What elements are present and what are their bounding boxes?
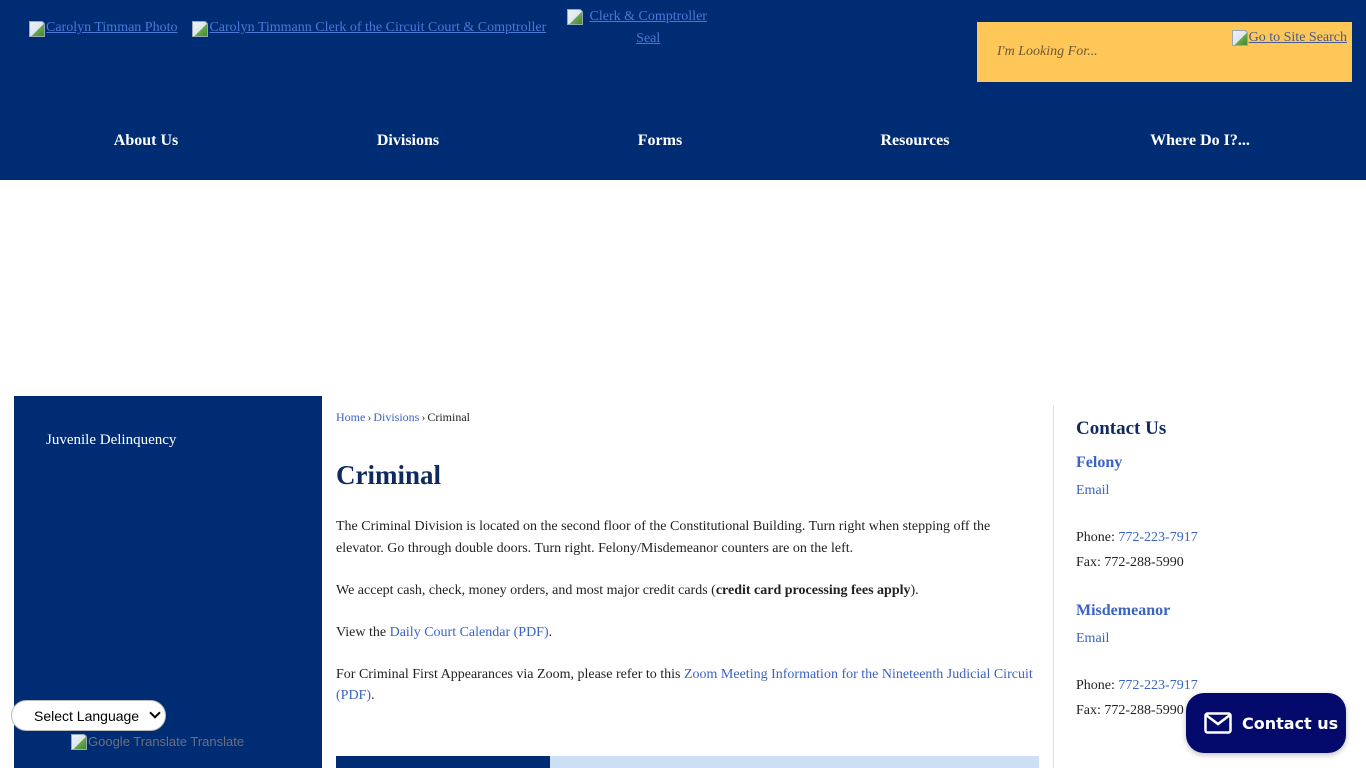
- tab-active[interactable]: [336, 756, 550, 768]
- clerk-name-logo-link[interactable]: [192, 17, 546, 39]
- clerk-photo-link[interactable]: [29, 17, 177, 39]
- calendar-paragraph: [336, 622, 1036, 644]
- google-translate-link[interactable]: [71, 734, 244, 750]
- tab-bar: [336, 756, 1039, 768]
- felony-phone-link[interactable]: 772-223-7917: [1118, 530, 1198, 545]
- payment-paragraph: [336, 580, 1036, 602]
- main-content: [336, 516, 1036, 727]
- broken-image-icon: [192, 21, 208, 37]
- contact-group-name: Misdemeanor: [1076, 602, 1171, 619]
- contact-us-label: Contact us: [1242, 713, 1339, 733]
- fax-label: Fax:: [1076, 555, 1105, 570]
- search-button-label: Go to Site Search: [1248, 30, 1347, 45]
- nav-where-do-i[interactable]: Where Do I?...: [1150, 132, 1250, 149]
- clerk-photo-alt: Carolyn Timman Photo: [46, 20, 178, 35]
- seal-logo-link[interactable]: [567, 6, 718, 50]
- zoom-meeting-info-link[interactable]: Zoom Meeting Information for the Nineteenth Judicial Circuit (PDF): [336, 666, 1033, 703]
- misdemeanor-phone-link[interactable]: 772-223-7917: [1118, 678, 1198, 693]
- felony-email-link[interactable]: Email: [1076, 483, 1110, 498]
- breadcrumb: [336, 410, 470, 425]
- location-paragraph: The Criminal Division is located on the second floor of the Constitutional Building. Turn right when stepping off the elevator. Go through double doors. Turn right. Felony/Misdemeanor counters are on the left.: [336, 519, 991, 556]
- chevron-down-icon: [149, 707, 160, 718]
- search-button[interactable]: [1232, 28, 1347, 48]
- contact-group-felony: [1076, 454, 1346, 575]
- contact-title: Contact Us: [1076, 418, 1167, 439]
- rail-divider: [1053, 406, 1054, 768]
- nav-forms[interactable]: Forms: [637, 132, 683, 149]
- phone-label: Phone:: [1076, 530, 1119, 545]
- zoom-paragraph: [336, 664, 1036, 707]
- broken-image-icon: [71, 734, 87, 750]
- nav-resources[interactable]: Resources: [880, 132, 950, 149]
- page-title: Criminal: [336, 460, 441, 490]
- site-header: [0, 0, 1366, 180]
- felony-fax: 772-288-5990: [1104, 555, 1184, 570]
- sidebar-item-juvenile-delinquency[interactable]: Juvenile Delinquency: [46, 432, 177, 448]
- breadcrumb-separator: ›: [421, 410, 426, 424]
- google-translate-alt: Google Translate Translate: [88, 734, 245, 749]
- broken-image-icon: [29, 21, 45, 37]
- misdemeanor-fax: 772-288-5990: [1104, 703, 1184, 718]
- zoom-text-end: .: [371, 688, 375, 703]
- fax-label: Fax:: [1076, 703, 1105, 718]
- contact-us-button[interactable]: [1186, 693, 1346, 753]
- breadcrumb-separator: ›: [367, 410, 372, 424]
- seal-alt: Clerk & Comptroller Seal: [589, 9, 707, 46]
- payment-text: We accept cash, check, money orders, and most major credit cards (: [336, 582, 716, 598]
- envelope-icon: [1204, 712, 1232, 734]
- clerk-name-alt: Carolyn Timmann Clerk of the Circuit Court & Comptroller: [209, 20, 547, 35]
- fees-note: credit card processing fees apply: [715, 582, 911, 598]
- main-nav: [0, 112, 1366, 170]
- contact-group-name: Felony: [1076, 454, 1123, 471]
- payment-text-end: ).: [910, 582, 919, 598]
- breadcrumb-current: Criminal: [427, 410, 471, 424]
- phone-label: Phone:: [1076, 678, 1119, 693]
- calendar-text: View the: [336, 624, 390, 640]
- breadcrumb-home[interactable]: Home: [336, 410, 366, 424]
- logo-row: [29, 6, 718, 50]
- search-icon: [1232, 30, 1248, 46]
- nav-about-us[interactable]: About Us: [113, 132, 179, 149]
- language-select-value: Select Language: [34, 707, 140, 724]
- zoom-text: For Criminal First Appearances via Zoom, please refer to this: [336, 666, 684, 682]
- misdemeanor-email-link[interactable]: Email: [1076, 631, 1110, 646]
- breadcrumb-divisions[interactable]: Divisions: [373, 410, 420, 424]
- calendar-text-end: .: [548, 624, 553, 640]
- nav-divisions[interactable]: Divisions: [376, 132, 440, 149]
- daily-court-calendar-link[interactable]: Daily Court Calendar (PDF): [389, 624, 549, 640]
- language-select[interactable]: [11, 700, 166, 731]
- site-search: [977, 22, 1352, 82]
